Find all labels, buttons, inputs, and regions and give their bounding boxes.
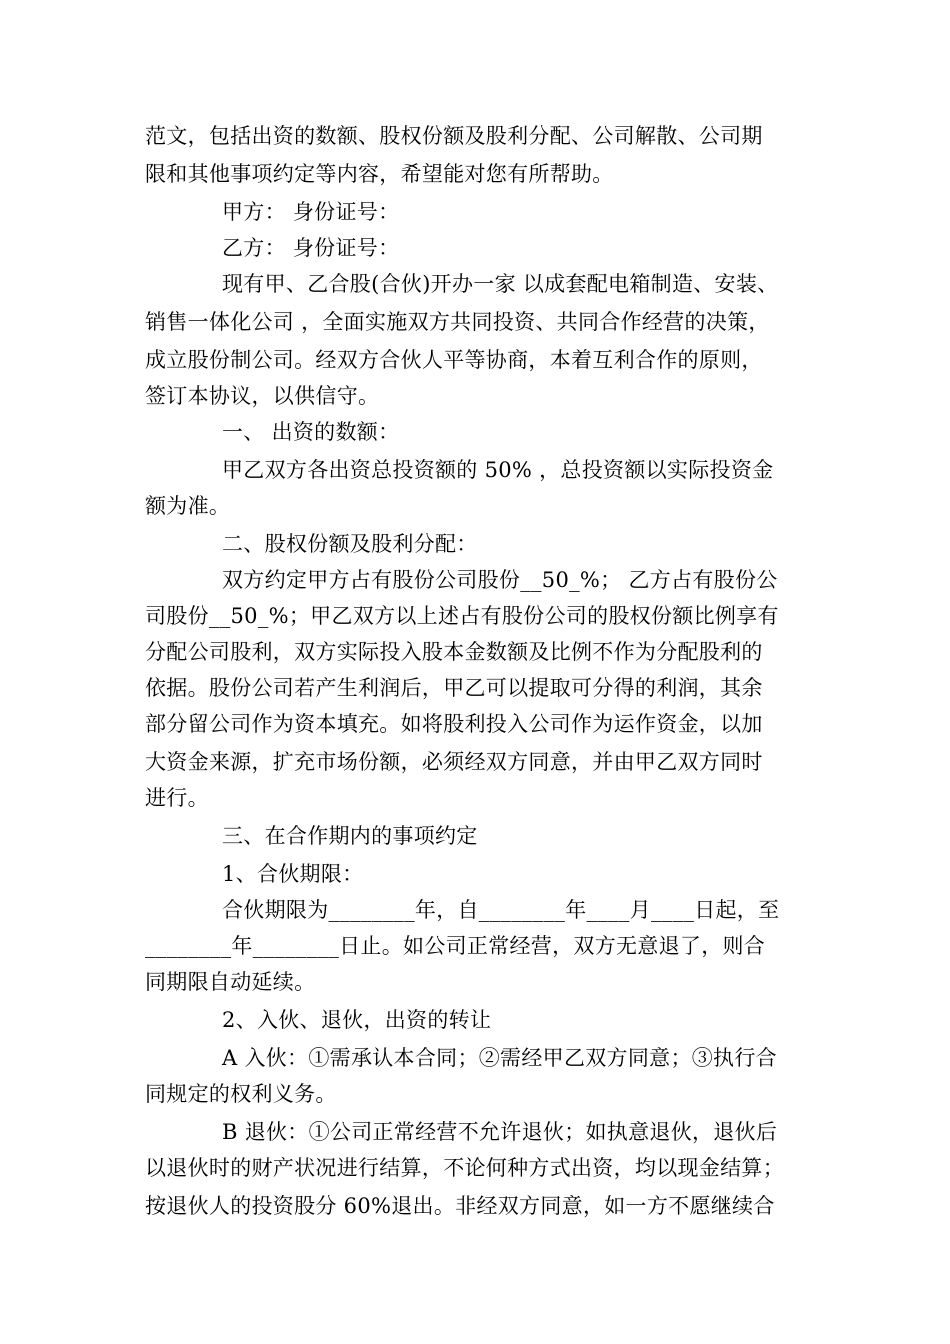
paragraph-line: A 入伙：①需承认本合同；②需经甲乙双方同意；③执行合 (222, 1046, 777, 1070)
paragraph-line: 同期限自动延续。 (145, 970, 316, 994)
paragraph-line: 同规定的权利义务。 (145, 1082, 337, 1106)
paragraph-line: 大资金来源，扩充市场份额，必须经双方同意，并由甲乙双方同时 (145, 750, 763, 774)
paragraph-line: ________年________日止。如公司正常经营，双方无意退了，则合 (145, 934, 766, 958)
paragraph-line: 按退伙人的投资股分 60%退出。非经双方同意，如一方不愿继续合 (145, 1194, 775, 1218)
paragraph-line: 签订本协议，以供信守。 (145, 384, 380, 408)
section-heading: 三、在合作期内的事项约定 (222, 824, 478, 848)
paragraph-line: 成立股份制公司。经双方合伙人平等协商，本着互利合作的原则， (145, 348, 763, 372)
section-heading: 二、股权份额及股利分配： (222, 532, 478, 556)
subsection-heading: 1、合伙期限： (222, 862, 364, 886)
paragraph-line: 以退伙时的财产状况进行结算，不论何种方式出资，均以现金结算； (145, 1156, 784, 1180)
paragraph-line: 合伙期限为________年，自________年____月____日起，至 (222, 898, 780, 922)
paragraph-line: B 退伙：①公司正常经营不允许退伙；如执意退伙，退伙后 (222, 1120, 778, 1144)
paragraph-line: 范文，包括出资的数额、股权份额及股利分配、公司解散、公司期 (145, 124, 763, 148)
section-heading: 一、 出资的数额： (222, 420, 400, 444)
paragraph-line: 销售一体化公司 ，全面实施双方共同投资、共同合作经营的决策， (145, 310, 770, 334)
paragraph-line: 分配公司股利，双方实际投入股本金数额及比例不作为分配股利的 (145, 640, 763, 664)
party-b-line: 乙方： 身份证号： (222, 236, 400, 260)
subsection-heading: 2、入伙、退伙，出资的转让 (222, 1008, 492, 1032)
paragraph-line: 司股份__50_%；甲乙双方以上述占有股份公司的股权份额比例享有 (145, 604, 779, 628)
paragraph-line: 双方约定甲方占有股份公司股份__50_%； 乙方占有股份公 (222, 568, 778, 592)
paragraph-line: 依据。股份公司若产生利润后，甲乙可以提取可分得的利润，其余 (145, 676, 763, 700)
party-a-line: 甲方： 身份证号： (222, 200, 400, 224)
paragraph-line: 进行。 (145, 786, 209, 810)
paragraph-line: 额为准。 (145, 494, 231, 518)
paragraph-line: 部分留公司作为资本填充。如将股利投入公司作为运作资金，以加 (145, 712, 763, 736)
paragraph-line: 现有甲、乙合股(合伙)开办一家 以成套配电箱制造、安装、 (222, 272, 779, 296)
paragraph-line: 甲乙双方各出资总投资额的 50% ，总投资额以实际投资金 (222, 458, 774, 482)
paragraph-line: 限和其他事项约定等内容，希望能对您有所帮助。 (145, 162, 614, 186)
